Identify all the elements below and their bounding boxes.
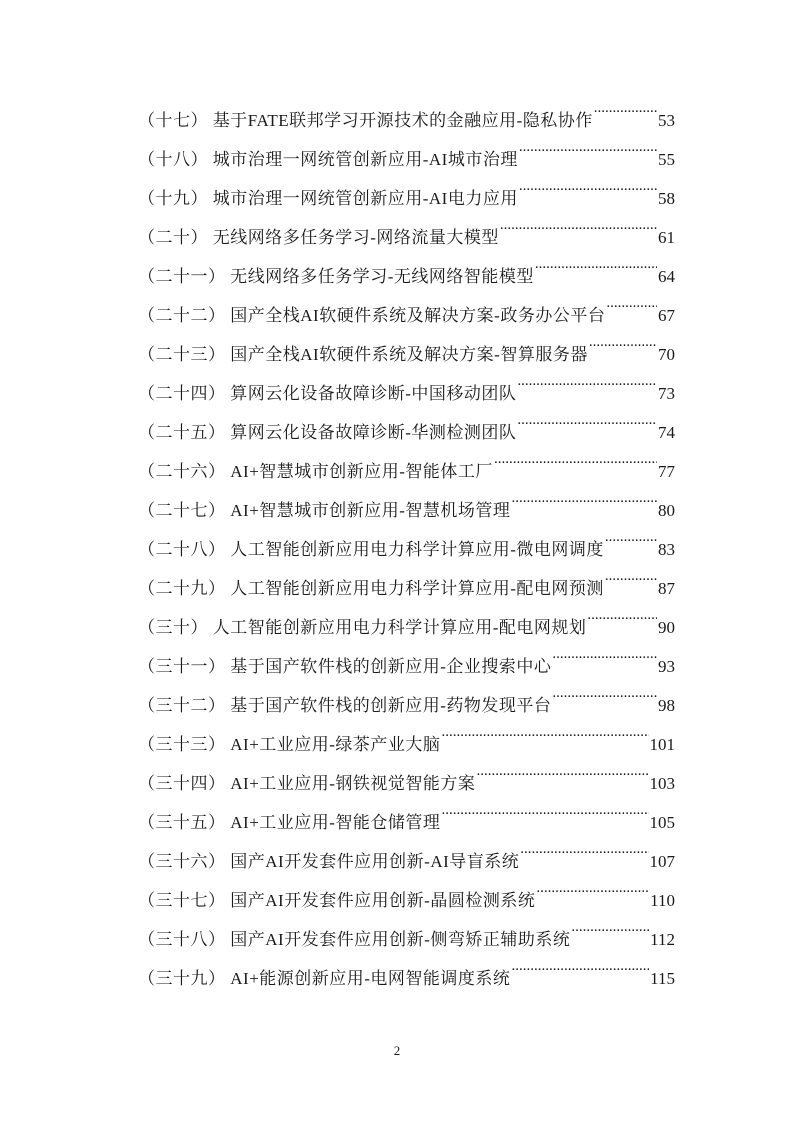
toc-entry-title: （十九） 城市治理一网统管创新应用-AI电力应用 <box>138 189 518 208</box>
toc-entry[interactable] <box>138 374 675 413</box>
dot-leader <box>536 889 649 906</box>
dot-leader <box>535 265 657 282</box>
dot-leader <box>605 538 657 555</box>
toc-entry-title: （三十五） AI+工业应用-智能仓储管理 <box>138 813 441 832</box>
toc-entry-page: 112 <box>650 930 675 949</box>
toc-entry[interactable] <box>138 608 675 647</box>
toc-entry-page: 53 <box>658 111 675 130</box>
toc-entry-title: （三十六） 国产AI开发套件应用创新-AI导盲系统 <box>138 852 520 871</box>
toc-entry-title: （三十三） AI+工业应用-绿茶产业大脑 <box>138 735 441 754</box>
toc-entry[interactable] <box>138 686 675 725</box>
toc-entry-title: （三十九） AI+能源创新应用-电网智能调度系统 <box>138 969 511 988</box>
toc-entry-page: 83 <box>658 540 675 559</box>
toc-entry[interactable] <box>138 335 675 374</box>
toc-entry-title: （三十四） AI+工业应用-钢铁视觉智能方案 <box>138 774 476 793</box>
toc-entry-title: （三十八） 国产AI开发套件应用创新-侧弯矫正辅助系统 <box>138 930 571 949</box>
toc-entry-title: （二十一） 无线网络多任务学习-无线网络智能模型 <box>138 267 534 286</box>
dot-leader <box>520 850 648 867</box>
toc-entry-page: 87 <box>658 579 675 598</box>
toc-entry-title: （三十二） 基于国产软件栈的创新应用-药物发现平台 <box>138 696 552 715</box>
dot-leader <box>606 304 657 321</box>
table-of-contents <box>138 101 675 998</box>
toc-entry-page: 70 <box>658 345 675 364</box>
toc-entry[interactable] <box>138 959 675 998</box>
toc-entry-title: （三十） 人工智能创新应用电力科学计算应用-配电网规划 <box>138 618 587 637</box>
toc-entry[interactable] <box>138 296 675 335</box>
toc-entry[interactable] <box>138 101 675 140</box>
toc-entry[interactable] <box>138 530 675 569</box>
toc-entry-page: 98 <box>658 696 675 715</box>
toc-entry-title: （二十五） 算网云化设备故障诊断-华测检测团队 <box>138 423 517 442</box>
dot-leader <box>500 226 657 243</box>
toc-entry[interactable] <box>138 725 675 764</box>
toc-entry-title: （二十九） 人工智能创新应用电力科学计算应用-配电网预测 <box>138 579 604 598</box>
dot-leader <box>519 187 657 204</box>
toc-entry-title: （二十六） AI+智慧城市创新应用-智能体工厂 <box>138 462 493 481</box>
toc-entry-page: 107 <box>649 852 675 871</box>
toc-entry-page: 58 <box>658 189 675 208</box>
toc-entry-page: 61 <box>658 228 675 247</box>
dot-leader <box>571 928 649 945</box>
toc-entry[interactable] <box>138 881 675 920</box>
dot-leader <box>552 694 657 711</box>
toc-entry[interactable] <box>138 452 675 491</box>
toc-entry-page: 93 <box>658 657 675 676</box>
toc-entry[interactable] <box>138 257 675 296</box>
dot-leader <box>517 421 657 438</box>
toc-entry-page: 101 <box>649 735 675 754</box>
toc-entry-page: 55 <box>658 150 675 169</box>
dot-leader <box>441 733 648 750</box>
toc-entry-page: 73 <box>658 384 675 403</box>
dot-leader <box>589 343 657 360</box>
toc-entry-page: 80 <box>658 501 675 520</box>
dot-leader <box>594 109 657 126</box>
toc-entry[interactable] <box>138 413 675 452</box>
toc-entry-title: （十七） 基于FATE联邦学习开源技术的金融应用-隐私协作 <box>138 111 593 130</box>
toc-entry-page: 90 <box>658 618 675 637</box>
toc-entry-title: （二十四） 算网云化设备故障诊断-中国移动团队 <box>138 384 517 403</box>
dot-leader <box>552 655 657 672</box>
toc-entry-title: （二十八） 人工智能创新应用电力科学计算应用-微电网调度 <box>138 540 604 559</box>
toc-entry[interactable] <box>138 140 675 179</box>
toc-entry-title: （二十七） AI+智慧城市创新应用-智慧机场管理 <box>138 501 511 520</box>
toc-entry-page: 103 <box>649 774 675 793</box>
dot-leader <box>476 772 648 789</box>
dot-leader <box>519 148 657 165</box>
dot-leader <box>511 967 649 984</box>
dot-leader <box>587 616 657 633</box>
dot-leader <box>441 811 648 828</box>
page-number: 2 <box>393 1043 401 1058</box>
toc-entry-page: 105 <box>649 813 675 832</box>
dot-leader <box>494 460 657 477</box>
dot-leader <box>605 577 657 594</box>
toc-entry-page: 77 <box>658 462 675 481</box>
toc-entry[interactable] <box>138 647 675 686</box>
dot-leader <box>517 382 657 399</box>
toc-entry[interactable] <box>138 842 675 881</box>
toc-entry[interactable] <box>138 491 675 530</box>
toc-entry-title: （三十七） 国产AI开发套件应用创新-晶圆检测系统 <box>138 891 536 910</box>
dot-leader <box>511 499 657 516</box>
toc-entry-page: 110 <box>650 891 675 910</box>
toc-entry[interactable] <box>138 569 675 608</box>
toc-entry-title: （二十三） 国产全栈AI软硬件系统及解决方案-智算服务器 <box>138 345 588 364</box>
toc-entry-title: （三十一） 基于国产软件栈的创新应用-企业搜索中心 <box>138 657 552 676</box>
toc-entry-page: 67 <box>658 306 675 325</box>
toc-entry-title: （二十） 无线网络多任务学习-网络流量大模型 <box>138 228 499 247</box>
toc-entry[interactable] <box>138 218 675 257</box>
toc-entry-page: 64 <box>658 267 675 286</box>
toc-entry[interactable] <box>138 179 675 218</box>
toc-entry-title: （十八） 城市治理一网统管创新应用-AI城市治理 <box>138 150 518 169</box>
toc-entry[interactable] <box>138 920 675 959</box>
toc-entry-page: 115 <box>650 969 675 988</box>
toc-entry[interactable] <box>138 764 675 803</box>
toc-entry[interactable] <box>138 803 675 842</box>
toc-entry-page: 74 <box>658 423 675 442</box>
toc-entry-title: （二十二） 国产全栈AI软硬件系统及解决方案-政务办公平台 <box>138 306 606 325</box>
